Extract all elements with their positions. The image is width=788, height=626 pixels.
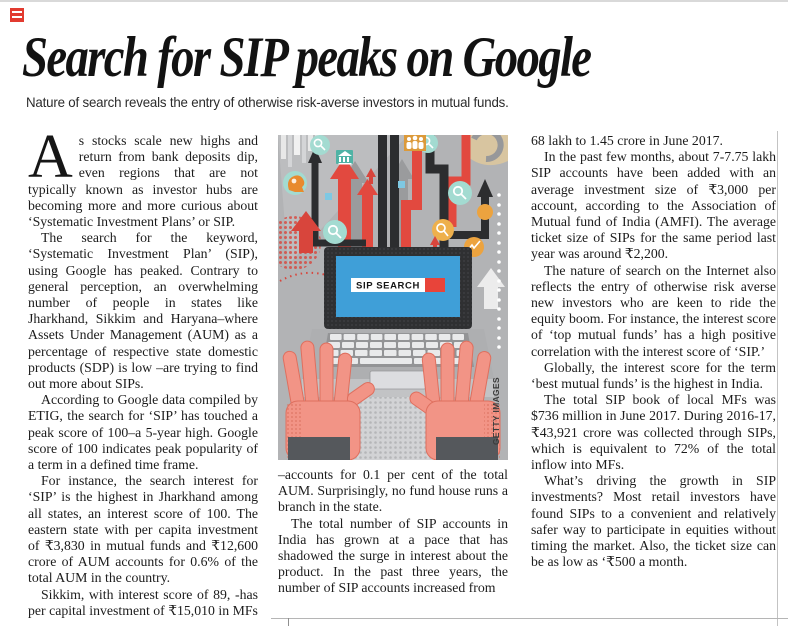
- article-column-2: [278, 133, 508, 597]
- search-query-text: SIP SEARCH: [356, 280, 420, 292]
- article-paragraph: According to Google data compiled by ETIG, the search for ‘SIP’ has touched a peak score of 100–a 5-year high. Google score of 100 indicates peak popularity of a term in a defined time frame.: [28, 392, 258, 473]
- logo-bar: [12, 11, 22, 13]
- article-paragraph: 68 lakh to 1.45 crore in June 2017.: [531, 133, 723, 148]
- article-column-1: [28, 123, 258, 619]
- subhead: Nature of search reveals the entry of otherwise risk-averse investors in mutual funds.: [26, 94, 509, 110]
- people-icon: [404, 135, 426, 151]
- image-credit: GETTY IMAGES: [491, 377, 501, 445]
- bank-icon: [336, 150, 353, 165]
- article-paragraph: [28, 123, 258, 230]
- paragraph-text: s stocks scale new highs and return from bank deposits dip, even regions that are not typically known as investor hubs are becoming more and more curious about ‘Systematic Investment Plans’ or SIP.: [28, 133, 258, 230]
- article-paragraph: Sikkim, with interest score of 89, -has per capital investment of ₹15,010 in MFs: [28, 586, 258, 618]
- search-bar: [351, 278, 445, 292]
- article-column-3: [531, 133, 776, 570]
- article-paragraph: The total SIP book of local MFs was $736 million in June 2017. During 2016-17, ₹43,921 crore was collected through SIPs, which is equivalent to 72% of the total inflow into MFs.: [531, 392, 776, 473]
- magnifier-icon: [323, 220, 347, 244]
- bottom-rule-tick: [288, 618, 289, 626]
- trackpad: [370, 371, 426, 389]
- magnifier-icon: [448, 181, 472, 205]
- article-paragraph: For instance, the search interest for ‘SIP’ is the highest in Jharkhand among all states, an interest score of 100. The eastern state with per capita investment of ₹3,830 in mutual funds and ₹12,600 crore of AUM accounts for 0.6% of the total AUM in the country.: [28, 473, 258, 586]
- magnifier-icon: [310, 135, 330, 155]
- orange-dot: [477, 204, 493, 220]
- article-paragraph: Globally, the interest score for the term ‘best mutual funds’ is the highest in India.: [531, 359, 776, 392]
- article-paragraph: In the past few months, about 7-7.75 lakh SIP accounts have been added with an average investment size of ₹3,000 per account, according to the Association of Mutual fund of India (AMFI). The average ticket size of SIPs for the same period last year was around ₹2,200.: [531, 149, 776, 262]
- article-paragraph: The total number of SIP accounts in India has grown at a pace that has shadowed the surge in interest about the product. In the past three years, the number of SIP accounts increased from: [278, 515, 508, 596]
- teal-square: [398, 181, 405, 188]
- article-paragraph: The nature of search on the Internet also reflects the entry of otherwise risk averse new investors who are keen to ride the equity boom. For instance, the interest score of ‘top mutual funds’ has a high positive correlation with the interest score of ‘SIP.’: [531, 262, 776, 359]
- top-rule: [0, 0, 788, 2]
- logo-bar: [12, 16, 22, 18]
- head-profile-icon: [283, 171, 307, 195]
- headline: Search for SIP peaks on Google: [22, 26, 591, 89]
- right-column-rule: [777, 131, 778, 626]
- publisher-logo-mark: [10, 8, 24, 22]
- article-paragraph: The search for the keyword, ‘Systematic Investment Plan’ (SIP), using Google has peaked. Contrary to general perception, an overwhelming number of people in states like Jharkhand, Sikkim and Haryana–where Assets Under Management (AUM) as a percentage of respective state domestic products (SDP) is low –are trying to find out more about SIPs.: [28, 230, 258, 392]
- left-sleeve: [288, 437, 350, 460]
- right-sleeve: [436, 437, 498, 460]
- illustration-canvas: [278, 135, 508, 460]
- article-paragraph: –accounts for 0.1 per cent of the total AUM. Surprisingly, no fund house runs a branch in the state.: [278, 467, 508, 515]
- teal-square: [325, 193, 332, 200]
- search-button: [425, 278, 445, 292]
- sip-search-illustration: [278, 135, 508, 460]
- article-paragraph: What’s driving the growth in SIP investments? Most retail investors have found SIPs to a convenient and relatively safer way to participate in equities without timing the market. Also, the ticket size can be as low as ‘₹500 a month.: [531, 473, 776, 570]
- drop-cap: A: [28, 123, 73, 191]
- bottom-rule: [271, 618, 788, 619]
